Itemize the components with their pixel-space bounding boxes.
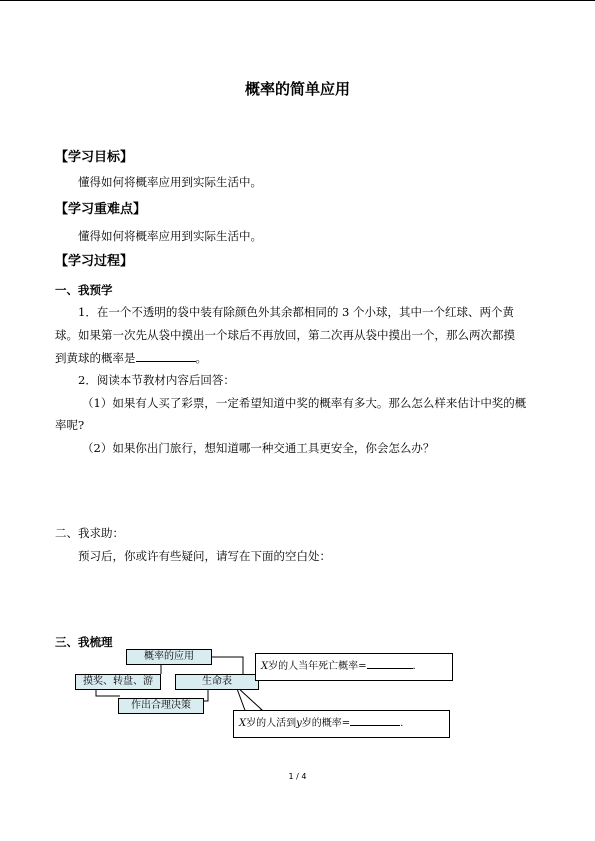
box1-text: 岁的人当年死亡概率= bbox=[268, 661, 367, 672]
help-heading: 二、我求助： bbox=[55, 526, 124, 540]
node-reasonable-decision: 作出合理决策 bbox=[118, 698, 204, 714]
page-title: 概率的简单应用 bbox=[244, 80, 350, 98]
key-text: 懂得如何将概率应用到实际生活中。 bbox=[78, 229, 262, 243]
box2-text: 岁的概率= bbox=[301, 718, 351, 729]
q1-line1: 1．在一个不透明的袋中装有除颜色外其余都相同的 3 个小球，其中一个红球、两个黄 bbox=[78, 305, 514, 319]
page-number: 1 / 4 bbox=[288, 772, 307, 781]
box2-blank[interactable] bbox=[350, 715, 400, 726]
var-x: X bbox=[261, 661, 269, 672]
q1-line2: 球。如果第一次先从袋中摸出一个球后不再放回，第二次再从袋中摸出一个，那么两次都摸 bbox=[55, 328, 515, 342]
node-lottery-games: 摸奖、转盘、游 bbox=[75, 674, 161, 690]
var-y: y bbox=[296, 718, 302, 729]
var-x2: X bbox=[239, 718, 247, 729]
q2: 2．阅读本节教材内容后回答： bbox=[78, 373, 235, 387]
q2-1-line1: （1）如果有人买了彩票，一定希望知道中奖的概率有多大。那么怎么样来估计中奖的概 bbox=[82, 396, 527, 410]
q2-1-line2: 率呢? bbox=[55, 418, 85, 432]
goal-heading: 【学习目标】 bbox=[55, 150, 134, 165]
box-death-probability bbox=[255, 653, 453, 681]
node-probability-application: 概率的应用 bbox=[126, 649, 212, 665]
preview-heading: 一、我预学 bbox=[55, 283, 113, 297]
key-heading: 【学习重难点】 bbox=[55, 202, 147, 217]
node-life-table: 生命表 bbox=[175, 674, 259, 690]
goal-text: 懂得如何将概率应用到实际生活中。 bbox=[78, 175, 262, 189]
box-survival-probability bbox=[233, 710, 450, 738]
q2-2: （2）如果你出门旅行，想知道哪一种交通工具更安全，你会怎么办？ bbox=[82, 441, 435, 455]
box2-suffix: . bbox=[400, 718, 404, 729]
box1-suffix: . bbox=[412, 661, 416, 672]
box1-blank[interactable] bbox=[367, 658, 413, 669]
process-heading: 【学习过程】 bbox=[55, 254, 134, 269]
box2-mid: 岁的人活到 bbox=[246, 718, 297, 729]
organize-heading: 三、我梳理 bbox=[55, 635, 113, 649]
help-text: 预习后，你或许有些疑问，请写在下面的空白处： bbox=[78, 549, 331, 563]
q1-line3-prefix: 到黄球的概率是 bbox=[55, 351, 136, 365]
q1-line3-suffix: 。 bbox=[195, 351, 207, 365]
